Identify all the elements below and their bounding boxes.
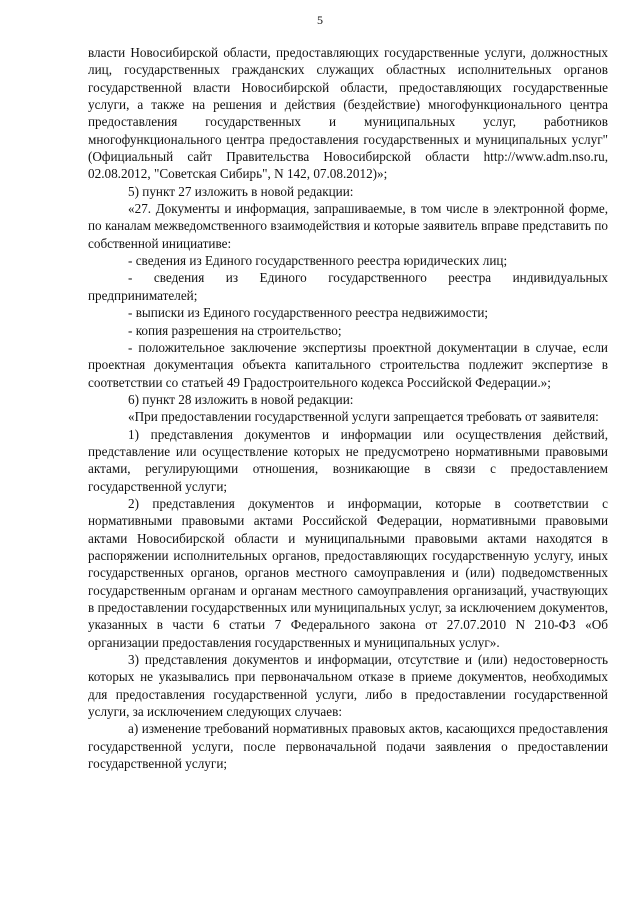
paragraph-subitem-2: 2) представления документов и информации, которые в соответствии с нормативными правовыми актами Российской Федерации, нормативными правовыми актами Новосибирской области и муниципальными правовыми актами находятся в распоряжении исполнительных органов, предоставляющих государственную услугу, иных государственных органов, органов местного самоуправления и (или) подведомственных государственным органам и органам местного самоуправления организаций, участвующих в предоставлении государственных или муниципальных услуг, за исключением документов, указанных в части 6 статьи 7 Федерального закона от 27.07.2010 N 210-ФЗ «Об организации предоставления государственных и муниципальных услуг». — [88, 495, 608, 650]
paragraph-item-6-heading: 6) пункт 28 изложить в новой редакции: — [128, 391, 354, 407]
paragraph-subitem-1: 1) представления документов и информации или осуществления действий, представление или осуществление которых не предусмотрено нормативными правовыми актами, регулирующими отношения, возникающие в связи с предоставлением государственной услуги; — [88, 426, 608, 494]
list-item-entrepreneurs-register: - сведения из Единого государственного реестра индивидуальных предпринимателей; — [88, 270, 608, 303]
list-item-expertise-conclusion: - положительное заключение экспертизы проектной документации в случае, если проектная документация объекта капитального строительства подлежит экспертизе в соответствии со статьей 49 Градостроительного кодекса Российской Федерации.»; — [88, 339, 608, 390]
paragraph-clause-28: «При предоставлении государственной услуги запрещается требовать от заявителя: — [128, 409, 599, 425]
list-item-real-estate-register: - выписки из Единого государственного реестра недвижимости; — [128, 305, 489, 321]
paragraph-subitem-a: а) изменение требований нормативных правовых актов, касающихся предоставления государственной услуги, после первоначальной подачи заявления о предоставлении государственной услуги; — [88, 721, 608, 772]
paragraph-subitem-3: 3) представления документов и информации, отсутствие и (или) недостоверность которых не указывались при первоначальном отказе в приеме документов, необходимых для предоставления государственной услуги, либо в предоставлении государственной услуги, за исключением следующих случаев: — [88, 652, 608, 720]
paragraph-item-5-heading: 5) пункт 27 изложить в новой редакции: — [128, 183, 354, 199]
paragraph-clause-27: «27. Документы и информация, запрашиваемые, в том числе в электронной форме, по каналам межведомственного взаимодействия и которые заявитель вправе представить по собственной инициативе: — [88, 201, 608, 251]
document-body — [88, 44, 608, 772]
page-number: 5 — [317, 13, 323, 27]
list-item-legal-entities-register: - сведения из Единого государственного реестра юридических лиц; — [128, 253, 508, 269]
list-item-building-permit: - копия разрешения на строительство; — [128, 322, 342, 338]
paragraph-continuation: власти Новосибирской области, предоставляющих государственные услуги, должностных лиц, государственных гражданских служащих областных исполнительных органов государственной власти Новосибирской области, предоставляющих государственные услуги, а также на решения и действия (бездействие) многофункционального центра предоставления государственных и муниципальных услуг, работников многофункционального центра предоставления государственных и муниципальных услуг" (Официальный сайт Правительства Новосибирской области http://www.adm.nso.ru, 02.08.2012, "Советская Сибирь", N 142, 07.08.2012)»; — [88, 45, 608, 182]
